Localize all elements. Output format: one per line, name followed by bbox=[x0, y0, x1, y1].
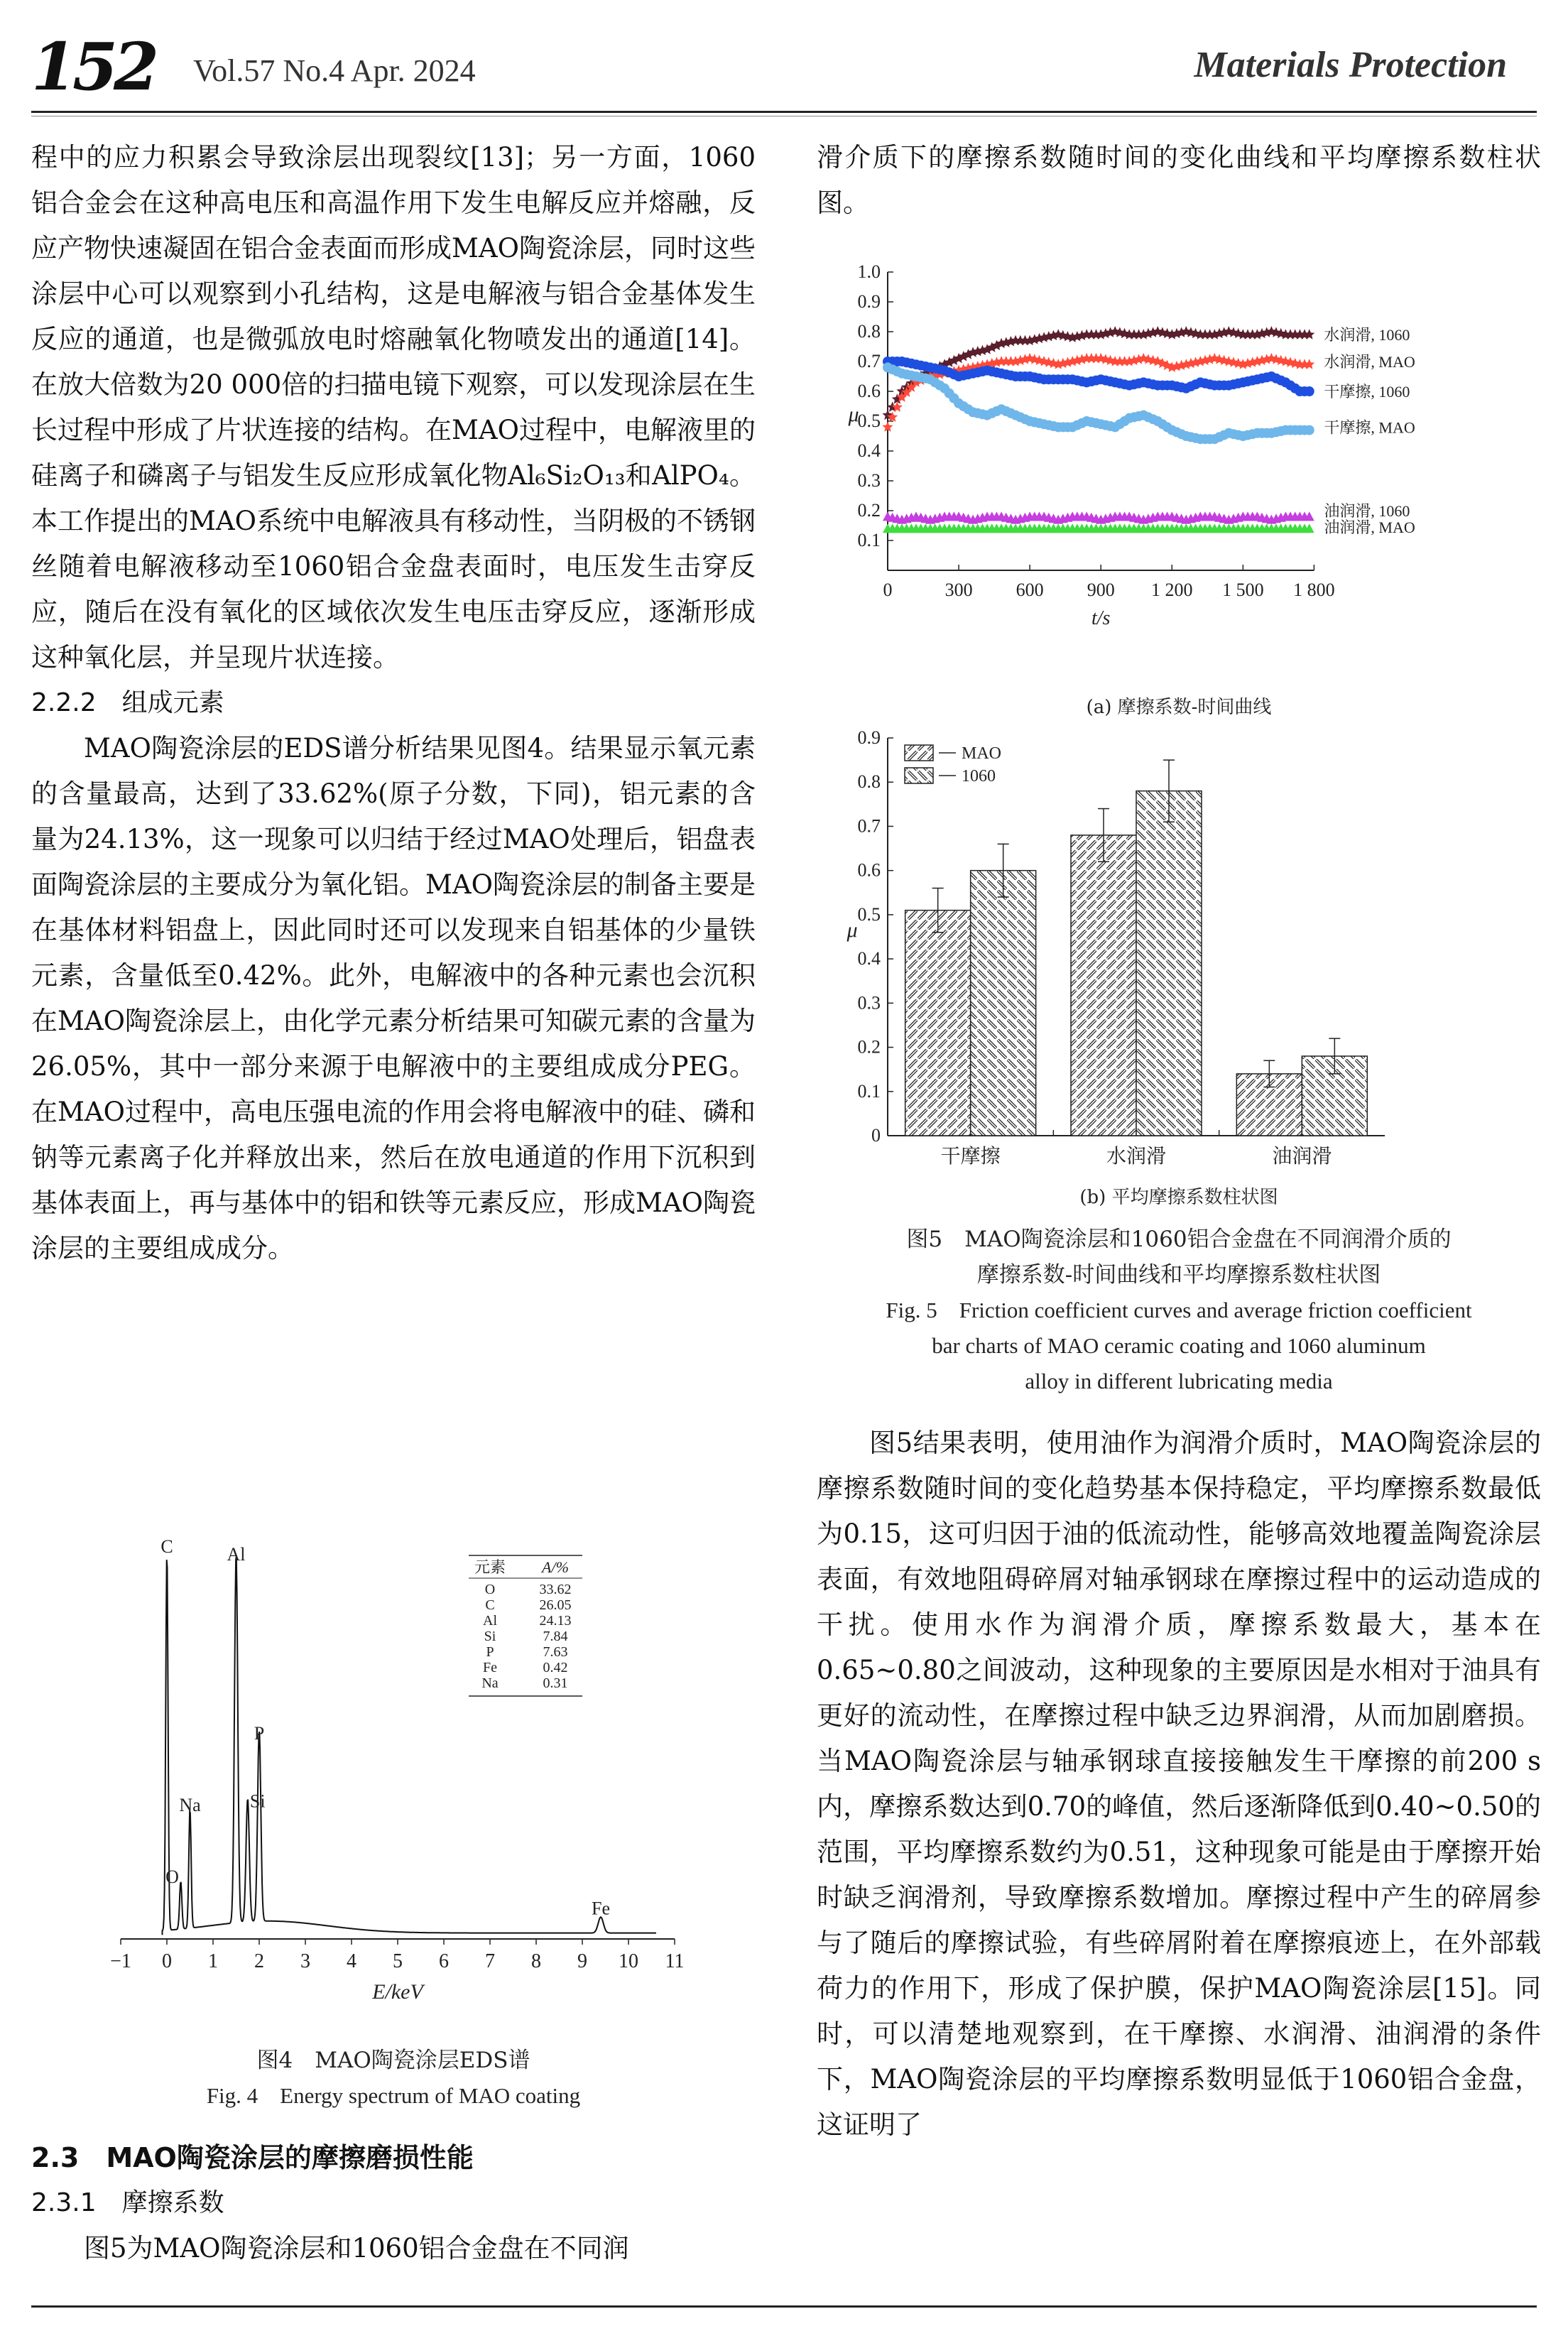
legend-label: 1060 bbox=[962, 767, 996, 786]
y-tick-label: 0.2 bbox=[857, 500, 881, 521]
peak-label: Fe bbox=[592, 1898, 610, 1919]
peak-label: Si bbox=[249, 1791, 266, 1812]
y-tick-label: 0.1 bbox=[857, 530, 881, 550]
bar-mao bbox=[905, 911, 971, 1136]
fig4-caption-zh: 图4 MAO陶瓷涂层EDS谱 bbox=[256, 2048, 530, 2073]
x-tick-label: 1 500 bbox=[1222, 580, 1264, 600]
y-tick-label: 0.5 bbox=[857, 903, 881, 925]
series-4 bbox=[883, 511, 1314, 523]
header-rule bbox=[31, 111, 1537, 113]
series-5 bbox=[883, 523, 1314, 533]
x-tick-label: 3 bbox=[300, 1950, 310, 1972]
legend-label: MAO bbox=[962, 744, 1002, 763]
peak-label: Na bbox=[179, 1795, 201, 1815]
table-cell: 33.62 bbox=[539, 1582, 572, 1597]
heading-2-3: 2.3 MAO陶瓷涂层的摩擦磨损性能 bbox=[31, 2142, 474, 2173]
fig4-caption-en: Fig. 4 Energy spectrum of MAO coating bbox=[206, 2083, 581, 2108]
y-tick-label: 0.7 bbox=[857, 815, 881, 837]
x-tick-label: 10 bbox=[619, 1950, 638, 1972]
series-label: 干摩擦, 1060 bbox=[1324, 383, 1410, 401]
table-cell: 26.05 bbox=[539, 1597, 572, 1613]
category-label: 干摩擦 bbox=[940, 1146, 1001, 1168]
y-tick-label: 0.7 bbox=[857, 351, 881, 371]
table-cell: P bbox=[486, 1644, 494, 1660]
x-tick-label: 2 bbox=[254, 1950, 264, 1972]
left-paragraph-3: 图5为MAO陶瓷涂层和1060铝合金盘在不同润 bbox=[84, 2233, 629, 2264]
table-cell: 7.63 bbox=[543, 1644, 568, 1660]
table-cell: 0.42 bbox=[543, 1660, 568, 1675]
y-tick-label: 0.3 bbox=[857, 470, 881, 491]
y-tick-label: 0.4 bbox=[857, 948, 881, 969]
right-column-top bbox=[817, 135, 1541, 226]
table-header: A/% bbox=[542, 1558, 569, 1576]
table-cell: Fe bbox=[483, 1660, 497, 1675]
peak-label: O bbox=[165, 1866, 179, 1887]
x-tick-label: 300 bbox=[944, 580, 973, 600]
y-tick-label: 0.9 bbox=[857, 727, 881, 748]
x-tick-label: 7 bbox=[485, 1950, 495, 1972]
fig5a-caption: (a) 摩擦系数-时间曲线 bbox=[1086, 697, 1272, 718]
table-cell: O bbox=[484, 1582, 496, 1597]
x-tick-label: 9 bbox=[577, 1950, 587, 1972]
y-tick-label: 0.6 bbox=[857, 381, 881, 401]
page-number: 152 bbox=[31, 28, 156, 105]
x-axis-label: E/keV bbox=[372, 1980, 423, 2004]
spectrum-line bbox=[163, 1557, 657, 1935]
right-paragraph-top: 滑介质下的摩擦系数随时间的变化曲线和平均摩擦系数柱状图。 bbox=[817, 142, 1541, 218]
left-column-bottom bbox=[31, 2135, 756, 2271]
footer-rule bbox=[31, 2305, 1537, 2308]
x-axis-label: t/s bbox=[1091, 607, 1111, 629]
y-axis-label: μ bbox=[848, 403, 859, 426]
y-tick-label: 0.1 bbox=[857, 1080, 881, 1102]
category-label: 水润滑 bbox=[1106, 1146, 1167, 1168]
y-tick-label: 0.3 bbox=[857, 992, 881, 1014]
x-tick-label: 900 bbox=[1087, 580, 1115, 600]
legend-swatch bbox=[905, 745, 933, 761]
bar-mao bbox=[1071, 835, 1136, 1136]
x-tick-label: 5 bbox=[393, 1950, 403, 1972]
series-label: 干摩擦, MAO bbox=[1324, 418, 1415, 437]
right-paragraph-bottom: 图5结果表明，使用油作为润滑介质时，MAO陶瓷涂层的摩擦系数随时间的变化趋势基本保持稳定，平均摩擦系数最低为0.15，这可归因于油的低流动性，能够高效地覆盖陶瓷涂层表面，有效地阻碍碎屑对轴承钢球在摩擦过程中的运动造成的干扰。使用水作为润滑介质，摩擦系数最大，基本在0.65~0.80之间波动，这种现象的主要原因是水相对于油具有更好的流动性，在摩擦过程中缺乏边界润滑，从而加剧磨损。当MAO陶瓷涂层与轴承钢球直接接触发生干摩擦的前200 s内，摩擦系数达到0.70的峰值，然后逐渐降低到0.40~0.50的范围，平均摩擦系数约为0.51，这种现象可能是由于摩擦开始时缺乏润滑剂，导致摩擦系数增加。摩擦过程中产生的碎屑参与了随后的摩擦试验，有些碎屑附着在摩擦痕迹上，在外部载荷力的作用下，形成了保护膜，保护MAO陶瓷涂层[15]。同时，可以清楚地观察到，在干摩擦、水润滑、油润滑的条件下，MAO陶瓷涂层的平均摩擦系数明显低于1060铝合金盘，这证明了 bbox=[817, 1428, 1541, 2140]
left-paragraph-2: MAO陶瓷涂层的EDS谱分析结果见图4。结果显示氧元素的含量最高，达到了33.62%(原子分数，下同)，铝元素的含量为24.13%，这一现象可以归结于经过MAO处理后，铝盘表面陶瓷涂层的主要成分为氧化铝。MAO陶瓷涂层的制备主要是在基体材料铝盘上，因此同时还可以发现来自铝基体的少量铁元素，含量低至0.42%。此外，电解液中的各种元素也会沉积在MAO陶瓷涂层上，由化学元素分析结果可知碳元素的含量为26.05%，其中一部分来源于电解液中的主要组成成分PEG。在MAO过程中，高电压强电流的作用会将电解液中的硅、磷和钠等元素离子化并释放出来，然后在放电通道的作用下沉积到基体表面上，再与基体中的铝和铁等元素反应，形成MAO陶瓷涂层的主要组成成分。 bbox=[31, 733, 756, 1264]
data-point bbox=[1305, 386, 1314, 396]
peak-label: C bbox=[160, 1536, 173, 1557]
y-axis-label: μ bbox=[846, 918, 858, 942]
x-tick-label: 4 bbox=[347, 1950, 356, 1972]
data-point bbox=[1305, 425, 1314, 435]
series-label: 水润滑, MAO bbox=[1324, 353, 1415, 371]
eds-spectrum-chart bbox=[85, 1527, 710, 2038]
series-label: 油润滑, 1060 bbox=[1324, 502, 1410, 520]
table-cell: Al bbox=[483, 1613, 497, 1629]
friction-time-chart bbox=[838, 252, 1548, 692]
table-cell: Na bbox=[481, 1675, 499, 1691]
y-tick-label: 0.5 bbox=[857, 411, 881, 431]
fig5-caption-zh-line2: 摩擦系数-时间曲线和平均摩擦系数柱状图 bbox=[976, 1262, 1381, 1288]
table-cell: Si bbox=[484, 1629, 496, 1644]
left-column bbox=[31, 135, 756, 1271]
x-tick-label: 0 bbox=[162, 1950, 172, 1972]
x-tick-label: 11 bbox=[665, 1950, 685, 1972]
fig5-caption-en-line2: bar charts of MAO ceramic coating and 1060 aluminum bbox=[932, 1333, 1426, 1358]
series-label: 水润滑, 1060 bbox=[1324, 326, 1410, 344]
x-tick-label: −1 bbox=[110, 1950, 131, 1972]
heading-2-3-1: 2.3.1 摩擦系数 bbox=[31, 2188, 224, 2217]
y-tick-label: 0.9 bbox=[857, 291, 881, 312]
y-tick-label: 0.4 bbox=[857, 440, 881, 461]
x-tick-label: 1 200 bbox=[1151, 580, 1193, 600]
y-tick-label: 0.8 bbox=[857, 771, 881, 793]
y-tick-label: 0.2 bbox=[857, 1036, 881, 1058]
x-tick-label: 6 bbox=[439, 1950, 449, 1972]
y-tick-label: 0 bbox=[871, 1125, 881, 1146]
legend-swatch bbox=[905, 768, 933, 783]
peak-label: Al bbox=[227, 1544, 246, 1565]
fig5-caption-en-line1: Fig. 5 Friction coefficient curves and average friction coefficient bbox=[886, 1298, 1472, 1322]
issue-info: Vol.57 No.4 Apr. 2024 bbox=[193, 53, 476, 88]
bar-1060 bbox=[1136, 791, 1202, 1136]
fig5-caption-en-line3: alloy in different lubricating media bbox=[1025, 1369, 1333, 1393]
table-header: 元素 bbox=[474, 1558, 506, 1576]
x-tick-label: 8 bbox=[531, 1950, 541, 1972]
y-tick-label: 0.8 bbox=[857, 321, 881, 342]
bar-1060 bbox=[971, 871, 1036, 1136]
y-tick-label: 1.0 bbox=[857, 261, 881, 282]
y-tick-label: 0.6 bbox=[857, 859, 881, 881]
table-cell: 24.13 bbox=[539, 1613, 572, 1629]
x-tick-label: 1 bbox=[208, 1950, 218, 1972]
table-cell: 7.84 bbox=[543, 1629, 568, 1644]
x-tick-label: 0 bbox=[883, 580, 893, 600]
average-friction-bar-chart bbox=[838, 721, 1548, 1175]
x-tick-label: 600 bbox=[1016, 580, 1044, 600]
fig5b-caption: (b) 平均摩擦系数柱状图 bbox=[1079, 1187, 1278, 1208]
category-label: 油润滑 bbox=[1272, 1146, 1332, 1168]
series-label: 油润滑, MAO bbox=[1324, 518, 1415, 537]
right-column-bottom bbox=[817, 1420, 1541, 2148]
table-cell: 0.31 bbox=[543, 1675, 568, 1691]
x-tick-label: 1 800 bbox=[1293, 580, 1335, 600]
heading-2-2-2: 2.2.2 组成元素 bbox=[31, 688, 224, 717]
element-table bbox=[469, 1555, 582, 1696]
table-cell: C bbox=[485, 1597, 495, 1613]
fig5-caption-zh-line1: 图5 MAO陶瓷涂层和1060铝合金盘在不同润滑介质的 bbox=[906, 1227, 1452, 1252]
peak-label: P bbox=[254, 1723, 265, 1744]
left-paragraph-1: 程中的应力积累会导致涂层出现裂纹[13]；另一方面，1060铝合金会在这种高电压和高温作用下发生电解反应并熔融，反应产物快速凝固在铝合金表面而形成MAO陶瓷涂层，同时这些涂层中心可以观察到小孔结构，这是电解液与铝合金基体发生反应的通道，也是微弧放电时熔融氧化物喷发出的通道[14]。在放大倍数为20 000倍的扫描电镜下观察，可以发现涂层在生长过程中形成了片状连接的结构。在MAO过程中，电解液里的硅离子和磷离子与铝发生反应形成氧化物Al₆Si₂O₁₃和AlPO₄。本工作提出的MAO系统中电解液具有移动性，当阴极的不锈钢丝随着电解液移动至1060铝合金盘表面时，电压发生击穿反应，随后在没有氧化的区域依次发生电压击穿反应，逐渐形成这种氧化层，并呈现片状连接。 bbox=[31, 142, 756, 673]
fig5-caption bbox=[817, 1222, 1541, 1399]
journal-title: Materials Protection bbox=[1194, 45, 1507, 85]
